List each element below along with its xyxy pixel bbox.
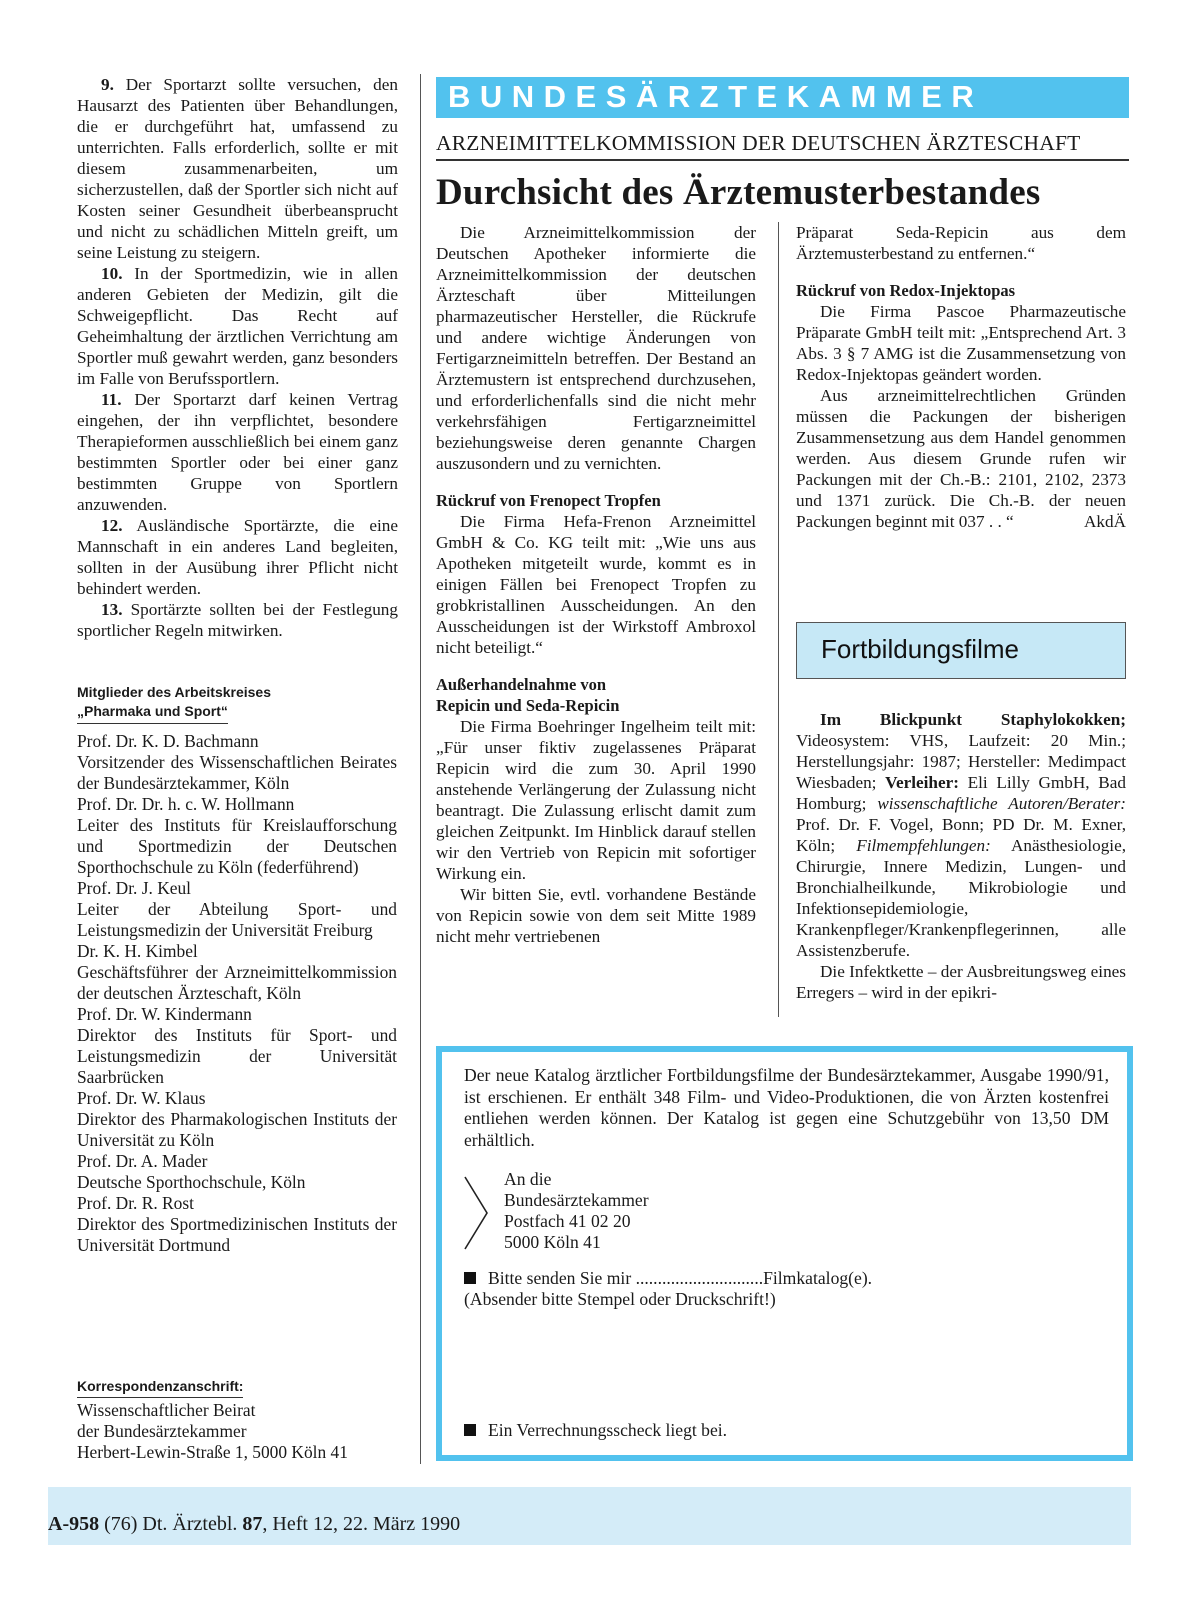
intro-paragraph: Die Arzneimittelkommission der Deutschen Apotheker informierte die Arzneimittelkommission der deutschen Ärzteschaft über Mitteilungen pharmazeutischer Hersteller, die Rückrufe und andere wichtige Änderungen von Fertigarzneimitteln betreffen. Der Bestand an Ärztemustern ist entsprechend durchzusehen, und erforderlichenfalls sind die nicht mehr verkehrsfähigen Fertigarzneimittel beziehungsweise deren genannte Chargen auszusondern und zu vernichten. <box>436 223 756 473</box>
address-line: An die <box>504 1169 552 1189</box>
order-request-text: Bitte senden Sie mir .............................Filmkatalog(e). <box>488 1268 873 1288</box>
correspondence-line: Herbert-Lewin-Straße 1, 5000 Köln 41 <box>77 1442 348 1462</box>
member-role: Direktor des Pharmakologischen Instituts der Universität zu Köln <box>77 1109 397 1150</box>
bundesaerztekammer-banner <box>436 77 1129 118</box>
bullet-square-icon <box>464 1272 476 1284</box>
member-name: Prof. Dr. W. Klaus <box>77 1088 206 1108</box>
column-divider-left <box>420 74 421 1464</box>
members-heading <box>77 683 307 724</box>
column-divider-right <box>778 222 779 1017</box>
correspondence-line: Wissenschaftlicher Beirat <box>77 1400 256 1420</box>
citation-part-1: (76) Dt. Ärztebl. <box>99 1513 243 1535</box>
cheque-line <box>464 1420 727 1441</box>
member-name: Prof. Dr. J. Keul <box>77 878 191 898</box>
order-form-text <box>464 1065 1109 1151</box>
heading-redox: Rückruf von Redox-Injektopas <box>796 281 1016 300</box>
film-description: Im Blickpunkt Staphylokokken; Videosystem: VHS, Laufzeit: 20 Min.; Herstellungsjahr: 1987; Hersteller: Medimpact Wiesbaden; Verleiher: Eli Lilly GmbH, Bad Homburg; wissenschaftliche Autoren/Berater: Prof. Dr. F. Vogel, Bonn; PD Dr. M. Exner, Köln; Filmempfehlungen: Anästhesiologie, Chirurgie, Innere Medizin, Lungen- und Bronchialheilkunde, Mikrobiologie und Infektionsepidemiologie, Krankenpfleger/Krankenpflegerinnen, alle Assistenzberufe. <box>796 710 1127 960</box>
katalog-announcement: Der neue Katalog ärztlicher Fortbildungsfilme der Bundesärztekammer, Ausgabe 1990/91, ist erschienen. Er enthält 348 Film- und Video-Produktionen, die von Ärzten kostenfrei entliehen werden können. Der Katalog ist gegen eine Schutzgebühr von 13,50 DM erhältlich. <box>464 1065 1109 1150</box>
members-list <box>77 731 397 1256</box>
paragraph-9: 9. Der Sportarzt sollte versuchen, den Hausarzt des Patienten über Behandlungen, die er durchgeführt hat, umfassend zu unterrichten. Falls erforderlich, sollte er mit diesem zusammenarbeiten, um sicherzustellen, daß der Sportler sich nicht auf Kosten seiner Gesundheit überbeansprucht und nicht zu schädlichen Mitteln greift, um seine Leistung zu steigern. <box>77 75 398 262</box>
correspondence-line: der Bundesärztekammer <box>77 1421 247 1441</box>
paragraph-frenopect: Die Firma Hefa-Frenon Arzneimittel GmbH & Co. KG teilt mit: „Wie uns aus Apotheken mitgeteilt wurde, kommt es in einigen Fällen bei Frenopect Tropfen zu grobkristallinen Ausscheidungen. An den Ausscheidungen ist der Wirkstoff Ambroxol nicht beteiligt.“ <box>436 512 756 657</box>
bullet-square-icon <box>464 1424 476 1436</box>
member-role: Direktor des Sportmedizinischen Instituts der Universität Dortmund <box>77 1214 397 1255</box>
film-infektkette: Die Infektkette – der Ausbreitungsweg eines Erregers – wird in der epikri- <box>796 962 1126 1002</box>
right-column-top <box>796 222 1126 532</box>
address-block <box>504 1169 649 1253</box>
paragraph-seda-repicin-continuation: Präparat Seda-Repicin aus dem Ärztemusterbestand zu entfernen.“ <box>796 223 1126 263</box>
paragraph-10: 10. In der Sportmedizin, wie in allen anderen Gebieten der Medizin, gilt die Schweigepflicht. Das Recht auf Geheimhaltung der ärztlichen Verrichtung am Sportler muß gewahrt werden, ganz besonders im Falle von Berufssportlern. <box>77 264 398 388</box>
member-name: Prof. Dr. K. D. Bachmann <box>77 731 259 751</box>
page-footer <box>48 1512 460 1536</box>
fortbildungsfilme-box <box>796 622 1126 679</box>
citation-part-2: , Heft 12, 22. März 1990 <box>262 1513 461 1535</box>
member-role: Leiter der Abteilung Sport- und Leistungsmedizin der Universität Freiburg <box>77 899 397 940</box>
volume-number: 87 <box>242 1513 263 1535</box>
correspondence-heading: Korrespondenzanschrift: <box>77 1377 243 1398</box>
member-name: Prof. Dr. W. Kindermann <box>77 1004 252 1024</box>
arrow-bracket-icon <box>464 1176 488 1250</box>
member-name: Dr. K. H. Kimbel <box>77 941 198 961</box>
paragraph-11: 11. Der Sportarzt darf keinen Vertrag eingehen, der ihn verpflichtet, besondere Therapieformen ausschließlich bei einem ganz bestimmten Sportler oder bei einer ganz bestimmten Gruppe von Sportlern anzuwenden. <box>77 390 398 514</box>
right-column-film <box>796 709 1126 1003</box>
heading-repicin-line-1: Außerhandelnahme von <box>436 675 607 694</box>
order-request-line <box>464 1268 872 1289</box>
member-name: Prof. Dr. A. Mader <box>77 1151 208 1171</box>
middle-column <box>436 222 756 947</box>
address-line: 5000 Köln 41 <box>504 1232 601 1252</box>
correspondence-block <box>77 1377 407 1463</box>
heading-repicin-line-2: Repicin und Seda-Repicin <box>436 696 620 715</box>
member-role: Direktor des Instituts für Sport- und Leistungsmedizin der Universität Saarbrücken <box>77 1025 397 1087</box>
article-title: Durchsicht des Ärztemusterbestandes <box>436 172 1041 213</box>
paragraph-redox-1: Die Firma Pascoe Pharmazeutische Präparate GmbH teilt mit: „Entsprechend Art. 3 Abs. 3 § 7 AMG ist die Zusammensetzung von Redox-Injektopas geändert worden. <box>796 302 1126 384</box>
paragraph-repicin-request: Wir bitten Sie, evtl. vorhandene Bestände von Repicin sowie von dem seit Mitte 1989 nicht mehr vertriebenen <box>436 885 756 946</box>
paragraph-redox-2: Aus arzneimittelrechtlichen Gründen müssen die Packungen der bisherigen Zusammensetzung aus dem Handel genommen werden. Aus diesem Grunde rufen wir Packungen mit der Ch.-B.: 2101, 2102, 2373 und 1371 zurück. Die Ch.-B. der neuen Packungen beginnt mit 037 . . “ AkdÄ <box>796 386 1126 531</box>
address-line: Bundesärztekammer <box>504 1190 649 1210</box>
member-name: Prof. Dr. Dr. h. c. W. Hollmann <box>77 794 295 814</box>
page-number: A-958 <box>48 1513 100 1535</box>
paragraph-repicin: Die Firma Boehringer Ingelheim teilt mit: „Für unser fiktiv zugelassenes Präparat Repicin wird die zum 30. April 1990 anstehende Verlängerung der Zulassung nicht beantragt. Die Zulassung erlischt damit zum gleichen Zeitpunkt. Im Hinblick darauf stellen wir den Vertrieb von Repicin mit sofortiger Wirkung ein. <box>436 717 756 883</box>
fortbildungsfilme-title: Fortbildungsfilme <box>821 634 1019 664</box>
signature-akdae: AkdÄ <box>1083 512 1126 531</box>
member-role: Vorsitzender des Wissenschaftlichen Beirates der Bundesärztekammer, Köln <box>77 752 397 793</box>
left-column <box>77 74 398 641</box>
section-subtitle: ARZNEIMITTELKOMMISSION DER DEUTSCHEN ÄRZTESCHAFT <box>436 131 1081 155</box>
banner-title: BUNDESÄRZTEKAMMER <box>448 79 984 114</box>
paragraph-12: 12. Ausländische Sportärzte, die eine Mannschaft in ein anderes Land begleiten, sollten in der Ausübung ihrer Pflicht nicht behindert werden. <box>77 516 398 598</box>
paragraph-13: 13. Sportärzte sollten bei der Festlegung sportlicher Regeln mitwirken. <box>77 600 398 640</box>
address-line: Postfach 41 02 20 <box>504 1211 631 1231</box>
members-heading-line-2: „Pharmaka und Sport“ <box>77 702 228 724</box>
member-role: Leiter des Instituts für Kreislaufforschung und Sportmedizin der Deutschen Sporthochschule zu Köln (federführend) <box>77 815 397 877</box>
member-role: Deutsche Sporthochschule, Köln <box>77 1172 306 1192</box>
member-name: Prof. Dr. R. Rost <box>77 1193 194 1213</box>
heading-frenopect: Rückruf von Frenopect Tropfen <box>436 491 661 510</box>
cheque-text: Ein Verrechnungsscheck liegt bei. <box>488 1420 728 1440</box>
member-role: Geschäftsführer der Arzneimittelkommission der deutschen Ärzteschaft, Köln <box>77 962 397 1003</box>
sender-note: (Absender bitte Stempel oder Druckschrift!) <box>464 1289 776 1309</box>
members-heading-line-1: Mitglieder des Arbeitskreises <box>77 684 272 700</box>
subtitle-rule <box>436 159 1129 161</box>
